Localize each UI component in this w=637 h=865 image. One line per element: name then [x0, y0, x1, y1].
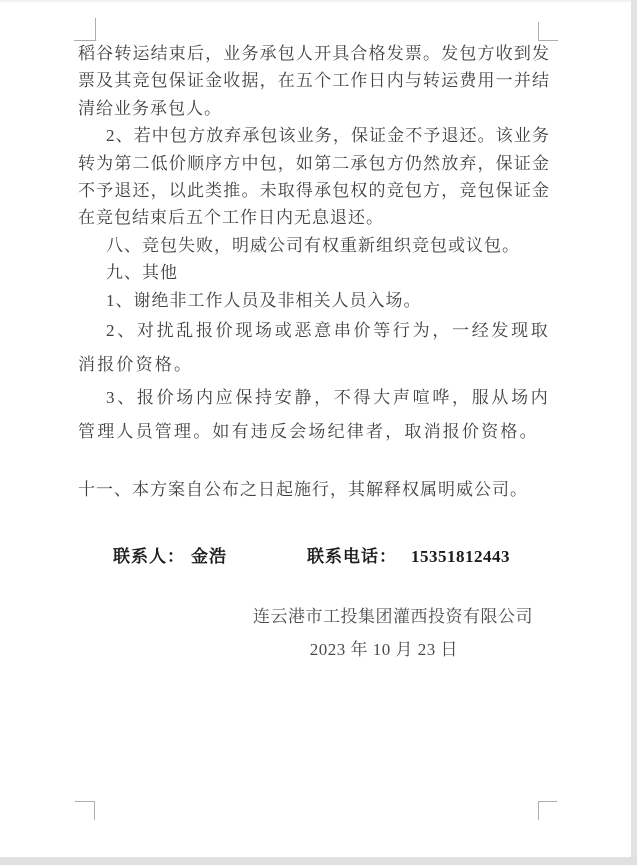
signature-date: 2023 年 10 月 23 日 [309, 640, 458, 660]
contact-person-name: 金浩 [191, 547, 227, 567]
page-edge-top [0, 0, 637, 2]
contact-line [78, 542, 550, 572]
company-signature: 连云港市工投集团灌西投资有限公司 [253, 607, 533, 627]
paragraph-deposit-forfeit: 2、若中包方放弃承包该业务，保证金不予退还。该业务转为第二低价顺序方中包，如第二承包方仍然放弃，保证金不予退还，以此类推。未取得承包权的竞包方，竞包保证金在竞包结束后五个工作日内无息退还。 [78, 126, 550, 228]
crop-mark-top-right [538, 22, 558, 41]
contact-phone-label: 联系电话： [307, 547, 397, 567]
text-area [78, 40, 550, 665]
paragraph-item-one: 1、谢绝非工作人员及非相关人员入场。 [106, 290, 422, 310]
crop-mark-bottom-left [75, 801, 95, 820]
paragraph-item-three: 3、报价场内应保持安静，不得大声喧哗，服从场内管理人员管理。如有违反会场纪律者，取消报价资格。 [78, 388, 550, 441]
page-edge-right [631, 0, 637, 865]
contact-phone-number: 15351812443 [411, 547, 510, 567]
paragraph-section-eleven: 十一、本方案自公布之日起施行，其解释权属明威公司。 [78, 480, 528, 500]
crop-mark-top-left [74, 18, 96, 41]
paragraph-invoice-settlement: 稻谷转运结束后，业务承包人开具合格发票。发包方收到发票及其竞包保证金收据，在五个工作日内与转运费用一并结清给业务承包人。 [78, 44, 550, 118]
page-edge-bottom [0, 857, 637, 865]
paragraph-section-nine: 九、其他 [106, 263, 178, 283]
crop-mark-bottom-right [538, 801, 557, 820]
paragraph-item-two: 2、对扰乱报价现场或恶意串价等行为，一经发现取消报价资格。 [78, 321, 550, 374]
contact-person-label: 联系人： [113, 547, 185, 567]
paragraph-section-eight: 八、竞包失败，明威公司有权重新组织竞包或议包。 [106, 235, 520, 255]
